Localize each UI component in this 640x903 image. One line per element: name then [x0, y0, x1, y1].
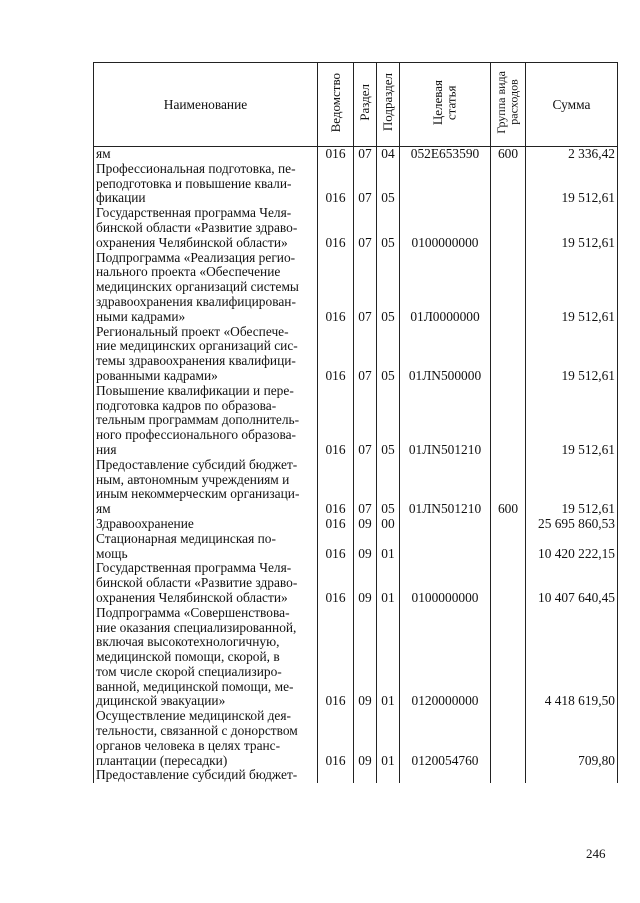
header-dept: Ведомство — [318, 63, 354, 147]
row-dept: 016 — [318, 162, 354, 206]
row-subsection: 05 — [377, 206, 400, 250]
row-section — [354, 768, 377, 783]
row-section: 07 — [354, 325, 377, 384]
table-row — [94, 251, 618, 325]
row-subsection: 05 — [377, 384, 400, 458]
table-row — [94, 768, 618, 783]
row-dept: 016 — [318, 206, 354, 250]
row-subsection: 01 — [377, 606, 400, 710]
row-name: Стационарная медицинская по- мощь — [94, 532, 318, 562]
table-row — [94, 532, 618, 562]
page-number: 246 — [586, 846, 606, 861]
header-subsection: Подраздел — [377, 63, 400, 147]
row-expense-group — [491, 709, 526, 768]
row-section: 09 — [354, 561, 377, 605]
row-target — [400, 517, 491, 532]
row-section: 07 — [354, 458, 377, 517]
row-section: 09 — [354, 606, 377, 710]
row-sum: 19 512,61 — [526, 384, 618, 458]
row-target: 01ЛN501210 — [400, 458, 491, 517]
row-subsection: 01 — [377, 532, 400, 562]
row-sum: 10 407 640,45 — [526, 561, 618, 605]
row-target: 01ЛN501210 — [400, 384, 491, 458]
row-target: 0120054760 — [400, 709, 491, 768]
row-sum: 10 420 222,15 — [526, 532, 618, 562]
row-subsection: 01 — [377, 709, 400, 768]
row-section: 09 — [354, 709, 377, 768]
row-expense-group — [491, 517, 526, 532]
row-expense-group — [491, 206, 526, 250]
row-target — [400, 768, 491, 783]
table-row — [94, 325, 618, 384]
table-row — [94, 517, 618, 532]
row-name: Государственная программа Челя- бинской области «Развитие здраво- охранения Челябинской области» — [94, 206, 318, 250]
row-target — [400, 162, 491, 206]
row-sum: 19 512,61 — [526, 458, 618, 517]
table-row — [94, 458, 618, 517]
header-row — [94, 63, 618, 147]
row-dept: 016 — [318, 606, 354, 710]
row-target — [400, 532, 491, 562]
table-row — [94, 561, 618, 605]
row-name: Здравоохранение — [94, 517, 318, 532]
row-subsection: 05 — [377, 458, 400, 517]
row-subsection: 05 — [377, 251, 400, 325]
row-target: 01ЛN500000 — [400, 325, 491, 384]
row-name: Региональный проект «Обеспече- ние медицинских организаций сис- темы здравоохранения квалифици- рованными кадрами» — [94, 325, 318, 384]
row-subsection: 00 — [377, 517, 400, 532]
table-row — [94, 206, 618, 250]
row-expense-group — [491, 251, 526, 325]
row-target: 0100000000 — [400, 561, 491, 605]
row-sum: 4 418 619,50 — [526, 606, 618, 710]
table-row — [94, 606, 618, 710]
row-section: 07 — [354, 251, 377, 325]
row-target: 0120000000 — [400, 606, 491, 710]
table-row — [94, 162, 618, 206]
budget-table — [93, 62, 618, 783]
row-name: Повышение квалификации и пере- подготовка кадров по образова- тельным программам дополнитель- ного профессионального образова- ния — [94, 384, 318, 458]
row-dept: 016 — [318, 251, 354, 325]
row-dept: 016 — [318, 147, 354, 162]
row-section: 07 — [354, 162, 377, 206]
row-subsection: 04 — [377, 147, 400, 162]
row-sum: 19 512,61 — [526, 251, 618, 325]
row-expense-group — [491, 384, 526, 458]
row-section: 07 — [354, 206, 377, 250]
row-name: Подпрограмма «Реализация регио- нального проекта «Обеспечение медицинских организаций системы здравоохранения квалифицирован- ными кадрами» — [94, 251, 318, 325]
row-subsection: 05 — [377, 162, 400, 206]
row-section: 09 — [354, 517, 377, 532]
row-dept: 016 — [318, 458, 354, 517]
row-sum: 25 695 860,53 — [526, 517, 618, 532]
header-target: Целевая статья — [400, 63, 491, 147]
header-expense-group: Группа вида расходов — [491, 63, 526, 147]
row-sum: 19 512,61 — [526, 162, 618, 206]
row-subsection: 01 — [377, 561, 400, 605]
row-expense-group: 600 — [491, 458, 526, 517]
row-sum: 19 512,61 — [526, 325, 618, 384]
row-name: Государственная программа Челя- бинской области «Развитие здраво- охранения Челябинской области» — [94, 561, 318, 605]
row-dept: 016 — [318, 517, 354, 532]
table-row — [94, 709, 618, 768]
row-target: 01Л0000000 — [400, 251, 491, 325]
row-expense-group — [491, 532, 526, 562]
row-expense-group — [491, 325, 526, 384]
row-expense-group — [491, 768, 526, 783]
row-sum: 709,80 — [526, 709, 618, 768]
header-section: Раздел — [354, 63, 377, 147]
row-target: 052E653590 — [400, 147, 491, 162]
row-dept: 016 — [318, 325, 354, 384]
row-sum: 2 336,42 — [526, 147, 618, 162]
row-dept — [318, 768, 354, 783]
header-name: Наименование — [94, 63, 318, 147]
header-sum: Сумма — [526, 63, 618, 147]
row-name: Предоставление субсидий бюджет- ным, автономным учреждениям и иным некоммерческим организаци- ям — [94, 458, 318, 517]
row-dept: 016 — [318, 532, 354, 562]
row-dept: 016 — [318, 709, 354, 768]
row-expense-group — [491, 561, 526, 605]
row-name: ям — [94, 147, 318, 162]
row-expense-group — [491, 606, 526, 710]
row-subsection: 05 — [377, 325, 400, 384]
row-sum — [526, 768, 618, 783]
row-name: Осуществление медицинской дея- тельности, связанной с донорством органов человека в целях транс- плантации (пересадки) — [94, 709, 318, 768]
row-section: 07 — [354, 147, 377, 162]
row-name: Профессиональная подготовка, пе- реподготовка и повышение квали- фикации — [94, 162, 318, 206]
row-dept: 016 — [318, 561, 354, 605]
table-row — [94, 384, 618, 458]
row-name: Подпрограмма «Совершенствова- ние оказания специализированной, включая высокотехнологичную, медицинской помощи, скорой, в том числе скорой специализиро- ванной, медицинской помощи, ме- дицинской эвакуации» — [94, 606, 318, 710]
row-name: Предоставление субсидий бюджет- — [94, 768, 318, 783]
row-expense-group — [491, 162, 526, 206]
row-sum: 19 512,61 — [526, 206, 618, 250]
row-subsection — [377, 768, 400, 783]
row-section: 09 — [354, 532, 377, 562]
row-expense-group: 600 — [491, 147, 526, 162]
row-dept: 016 — [318, 384, 354, 458]
table-row — [94, 147, 618, 162]
row-target: 0100000000 — [400, 206, 491, 250]
row-section: 07 — [354, 384, 377, 458]
